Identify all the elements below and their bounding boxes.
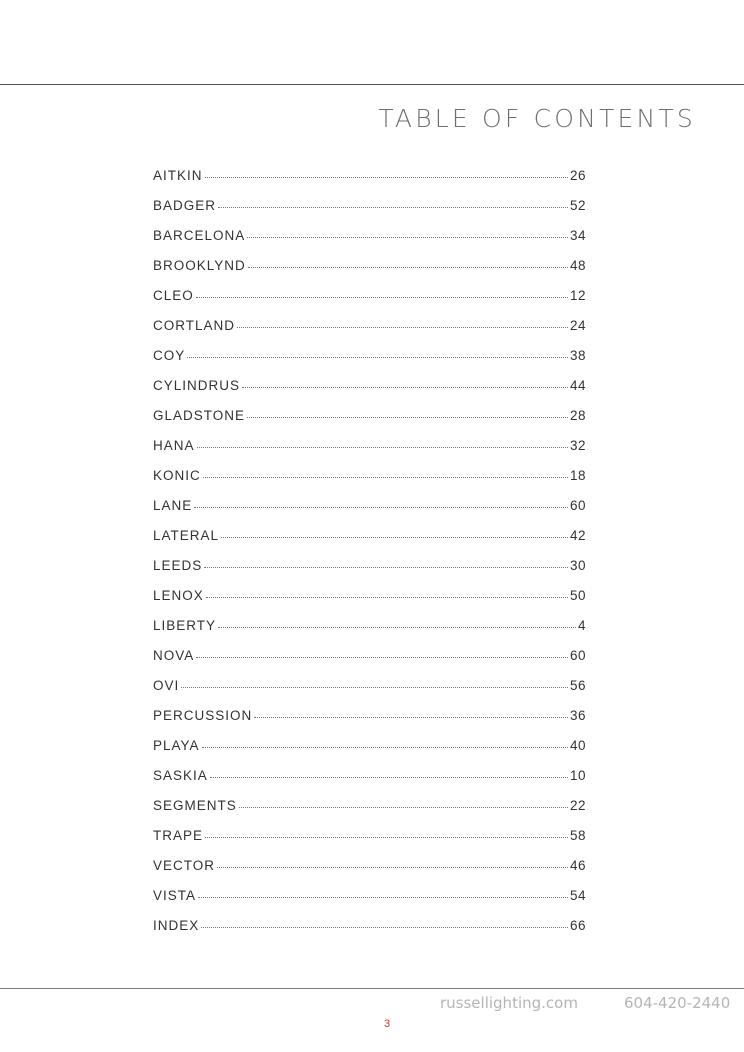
toc-entry-page: 4	[577, 618, 586, 633]
dot-leader	[197, 446, 568, 448]
page-number: 3	[384, 1018, 391, 1030]
toc-entry-page: 60	[569, 648, 586, 663]
dot-leader	[218, 206, 568, 208]
toc-entry-name: CORTLAND	[153, 318, 236, 333]
toc-entry-name: LATERAL	[153, 528, 220, 543]
dot-leader	[237, 326, 568, 328]
dot-leader	[181, 686, 568, 688]
toc-entry-name: GLADSTONE	[153, 408, 246, 423]
toc-entry[interactable]	[153, 438, 586, 468]
toc-entry-name: TRAPE	[153, 828, 204, 843]
dot-leader	[218, 626, 576, 628]
toc-entry[interactable]	[153, 408, 586, 438]
dot-leader	[239, 806, 568, 808]
toc-entry[interactable]	[153, 378, 586, 408]
dot-leader	[206, 596, 568, 598]
toc-entry[interactable]	[153, 528, 586, 558]
toc-entry-page: 60	[569, 498, 586, 513]
toc-entry-page: 36	[569, 708, 586, 723]
toc-entry-name: CYLINDRUS	[153, 378, 241, 393]
toc-entry-page: 56	[569, 678, 586, 693]
page-title: TABLE OF CONTENTS	[378, 104, 696, 133]
toc-entry-page: 22	[569, 798, 586, 813]
toc-entry-name: PERCUSSION	[153, 708, 253, 723]
toc-entry-page: 52	[569, 198, 586, 213]
dot-leader	[205, 176, 568, 178]
dot-leader	[210, 776, 568, 778]
toc-entry-page: 30	[569, 558, 586, 573]
toc-entry-page: 58	[569, 828, 586, 843]
toc-entry[interactable]	[153, 198, 586, 228]
toc-entry[interactable]	[153, 858, 586, 888]
toc-entry-name: OVI	[153, 678, 180, 693]
dot-leader	[202, 746, 568, 748]
toc-entry-name: LANE	[153, 498, 193, 513]
dot-leader	[247, 416, 568, 418]
dot-leader	[248, 266, 568, 268]
toc-entry-page: 54	[569, 888, 586, 903]
toc-entry-page: 32	[569, 438, 586, 453]
toc-entry[interactable]	[153, 588, 586, 618]
toc-entry[interactable]	[153, 468, 586, 498]
toc-entry-page: 38	[569, 348, 586, 363]
toc-entry[interactable]	[153, 648, 586, 678]
toc-entry[interactable]	[153, 228, 586, 258]
dot-leader	[196, 296, 568, 298]
dot-leader	[201, 926, 568, 928]
toc-entry-page: 34	[569, 228, 586, 243]
toc-entry-page: 28	[569, 408, 586, 423]
dot-leader	[254, 716, 568, 718]
toc-entry-name: LIBERTY	[153, 618, 217, 633]
toc-entry[interactable]	[153, 918, 586, 948]
toc-entry-name: AITKIN	[153, 168, 203, 183]
toc-entry[interactable]	[153, 738, 586, 768]
toc-entry-name: NOVA	[153, 648, 195, 663]
toc-entry-name: BARCELONA	[153, 228, 246, 243]
toc-entry[interactable]	[153, 558, 586, 588]
toc-entry-name: LENOX	[153, 588, 204, 603]
toc-entry[interactable]	[153, 168, 586, 198]
dot-leader	[205, 836, 568, 838]
toc-entry-name: SEGMENTS	[153, 798, 237, 813]
toc-entry-name: KONIC	[153, 468, 201, 483]
toc-entry-name: HANA	[153, 438, 195, 453]
bottom-divider	[0, 988, 744, 989]
dot-leader	[204, 566, 568, 568]
toc-entry[interactable]	[153, 768, 586, 798]
toc-entry[interactable]	[153, 288, 586, 318]
toc-entry[interactable]	[153, 258, 586, 288]
toc-entry-name: LEEDS	[153, 558, 203, 573]
dot-leader	[203, 476, 568, 478]
dot-leader	[242, 386, 568, 388]
toc-entry-page: 10	[569, 768, 586, 783]
toc-entry[interactable]	[153, 318, 586, 348]
toc-entry-name: PLAYA	[153, 738, 200, 753]
toc-entry-page: 44	[569, 378, 586, 393]
dot-leader	[198, 896, 568, 898]
toc-entry-name: COY	[153, 348, 186, 363]
top-divider	[0, 84, 744, 85]
dot-leader	[247, 236, 568, 238]
footer-phone: 604-420-2440	[624, 994, 731, 1012]
dot-leader	[217, 866, 568, 868]
toc-entry-page: 48	[569, 258, 586, 273]
dot-leader	[194, 506, 568, 508]
toc-entry-name: CLEO	[153, 288, 194, 303]
dot-leader	[196, 656, 568, 658]
table-of-contents	[153, 168, 586, 948]
toc-entry[interactable]	[153, 348, 586, 378]
toc-entry[interactable]	[153, 678, 586, 708]
toc-entry-name: INDEX	[153, 918, 200, 933]
toc-entry-page: 18	[569, 468, 586, 483]
toc-entry-page: 26	[569, 168, 586, 183]
toc-entry[interactable]	[153, 708, 586, 738]
toc-entry[interactable]	[153, 888, 586, 918]
toc-entry[interactable]	[153, 798, 586, 828]
toc-entry-page: 12	[569, 288, 586, 303]
toc-entry-page: 66	[569, 918, 586, 933]
footer-website[interactable]: russellighting.com	[440, 994, 578, 1012]
toc-entry[interactable]	[153, 828, 586, 858]
toc-entry-name: BROOKLYND	[153, 258, 246, 273]
toc-entry-name: BADGER	[153, 198, 217, 213]
toc-entry-name: VECTOR	[153, 858, 216, 873]
toc-entry-name: VISTA	[153, 888, 197, 903]
toc-entry[interactable]	[153, 498, 586, 528]
toc-entry-page: 24	[569, 318, 586, 333]
toc-entry-page: 50	[569, 588, 586, 603]
toc-entry[interactable]	[153, 618, 586, 648]
toc-entry-page: 42	[569, 528, 586, 543]
dot-leader	[187, 356, 568, 358]
toc-entry-page: 46	[569, 858, 586, 873]
toc-entry-page: 40	[569, 738, 586, 753]
dot-leader	[221, 536, 568, 538]
toc-entry-name: SASKIA	[153, 768, 208, 783]
